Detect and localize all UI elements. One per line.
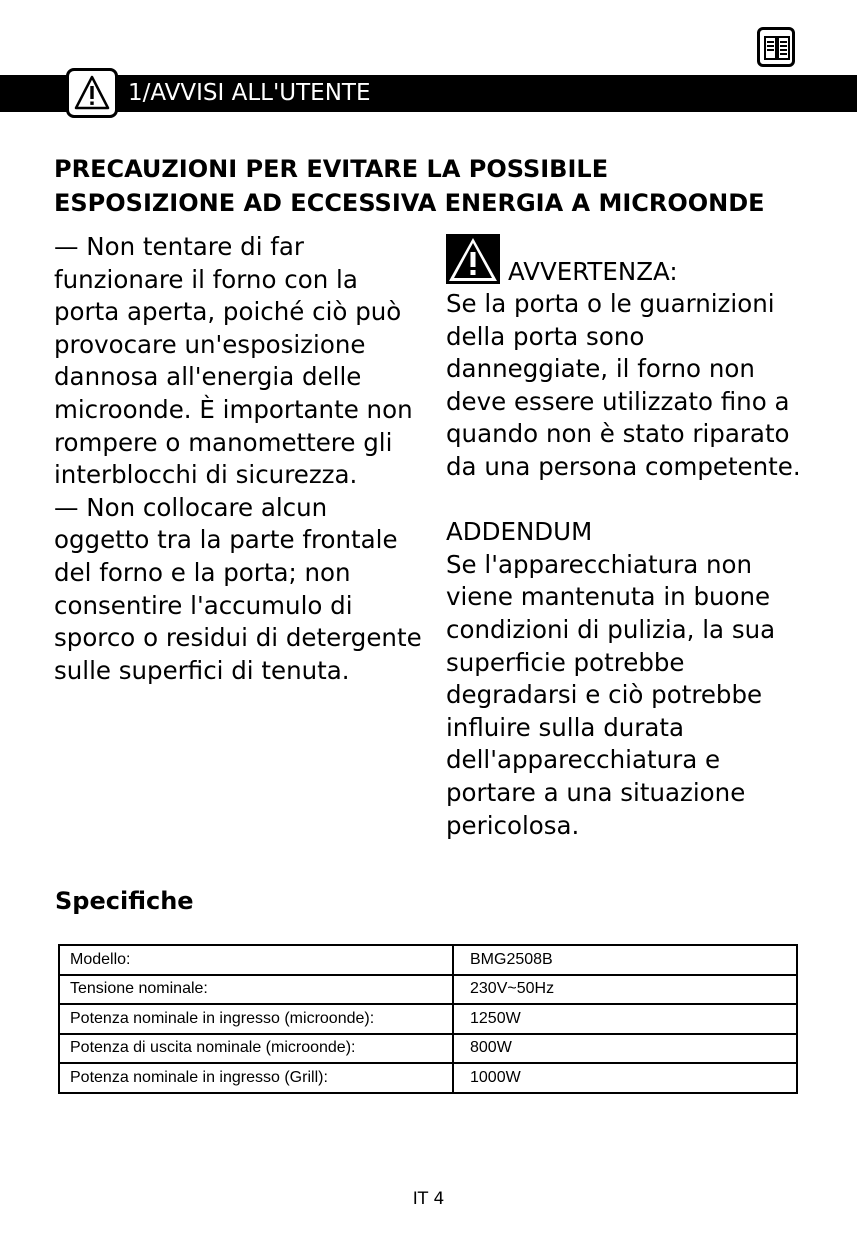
text-line: dell'apparecchiatura e (446, 745, 721, 775)
text-line: sulle superfici di tenuta. (54, 655, 350, 685)
text-line: del forno e la porta; non (54, 557, 351, 587)
text-line: porta aperta, poiché ciò può (54, 297, 402, 327)
text-line: da una persona competente. (446, 451, 801, 481)
manual-document-icon (757, 27, 795, 67)
warning-triangle-icon (446, 234, 500, 284)
text-line: — Non collocare alcun (54, 492, 328, 522)
section-title: 1/AVVISI ALL'UTENTE (128, 80, 371, 106)
warning-label: AVVERTENZA: (508, 257, 678, 286)
text-line: della porta sono (446, 321, 645, 351)
heading-line: ESPOSIZIONE AD ECCESSIVA ENERGIA A MICROONDE (54, 189, 765, 217)
text-line: funzionare il forno con la (54, 264, 358, 294)
warning-column (446, 228, 806, 842)
text-line: condizioni di pulizia, la sua (446, 614, 776, 644)
text-line: portare a una situazione (446, 777, 746, 807)
text-line: oggetto tra la parte frontale (54, 525, 398, 555)
text-line: superficie potrebbe (446, 647, 685, 677)
text-line: influire sulla durata (446, 712, 684, 742)
table-row (59, 1063, 797, 1093)
text-line: deve essere utilizzato fino a (446, 386, 790, 416)
text-line: interblocchi di sicurezza. (54, 460, 358, 490)
text-line: Se l'apparecchiatura non (446, 549, 753, 579)
text-line: pericolosa. (446, 810, 580, 840)
specs-table (58, 944, 798, 1094)
text-line: provocare un'esposizione (54, 329, 366, 359)
text-line: dannosa all'energia delle (54, 362, 362, 392)
spec-label: Potenza nominale in ingresso (microonde): (59, 1004, 453, 1034)
warning-triangle-icon (66, 68, 118, 118)
text-line: consentire l'accumulo di (54, 590, 353, 620)
spec-label: Modello: (59, 945, 453, 975)
spacer (446, 484, 806, 517)
text-line: Se la porta o le guarnizioni (446, 289, 775, 318)
text-line: degradarsi e ciò potrebbe (446, 680, 763, 710)
spec-value: 1000W (453, 1063, 797, 1093)
page-heading (54, 152, 814, 220)
table-row (59, 975, 797, 1005)
spec-label: Tensione nominale: (59, 975, 453, 1005)
addendum-title: ADDENDUM (446, 517, 593, 547)
text-line: viene mantenuta in buone (446, 582, 771, 612)
text-line: microonde. È importante non (54, 394, 413, 424)
table-row (59, 945, 797, 975)
spec-label: Potenza di uscita nominale (microonde): (59, 1034, 453, 1064)
specs-title: Specifiche (55, 887, 194, 915)
text-line: sporco o residui di detergente (54, 623, 422, 653)
text-line: danneggiate, il forno non (446, 354, 755, 384)
warning-label-row (446, 228, 806, 288)
precautions-column (54, 231, 424, 687)
spec-value: 1250W (453, 1004, 797, 1034)
spec-value: BMG2508B (453, 945, 797, 975)
table-row (59, 1004, 797, 1034)
spec-label: Potenza nominale in ingresso (Grill): (59, 1063, 453, 1093)
text-line: rompere o manomettere gli (54, 427, 393, 457)
heading-line: PRECAUZIONI PER EVITARE LA POSSIBILE (54, 155, 609, 183)
table-row (59, 1034, 797, 1064)
text-line: quando non è stato riparato (446, 419, 790, 449)
spec-value: 800W (453, 1034, 797, 1064)
page-number: IT 4 (412, 1189, 445, 1209)
spec-value: 230V~50Hz (453, 975, 797, 1005)
text-line: — Non tentare di far (54, 232, 305, 261)
